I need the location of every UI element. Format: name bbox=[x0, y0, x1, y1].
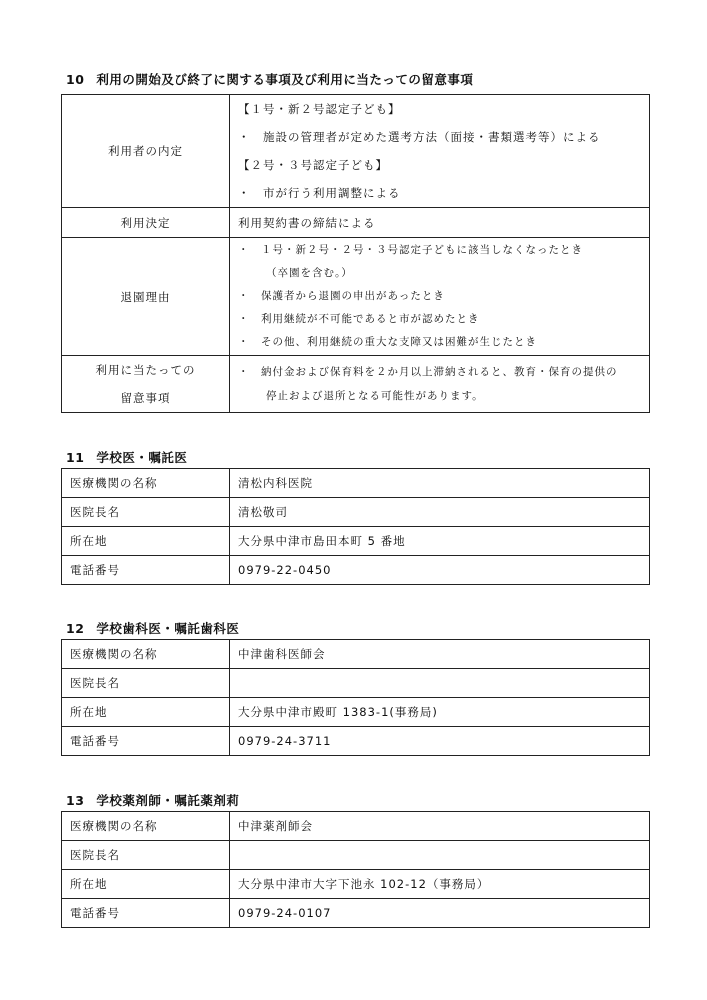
table-row bbox=[62, 841, 650, 870]
school-pharmacist-table bbox=[61, 811, 650, 928]
row-label: 電話番号 bbox=[62, 556, 230, 585]
row-value: 清松内科医院 bbox=[230, 469, 650, 498]
table-row bbox=[62, 498, 650, 527]
section-number: 13 bbox=[66, 793, 85, 808]
list-item: ・ 保護者から退園の申出があったとき bbox=[238, 290, 445, 302]
table-row bbox=[62, 95, 650, 208]
section-heading: 学校薬剤師・嘱託薬剤莉 bbox=[96, 793, 240, 808]
table-row bbox=[62, 669, 650, 698]
row-value bbox=[230, 841, 650, 870]
section-number: 11 bbox=[66, 450, 85, 465]
table-row bbox=[62, 208, 650, 238]
list-item: ・ 市が行う利用調整による bbox=[238, 186, 401, 200]
list-item: 【１号・新２号認定子ども】 bbox=[238, 102, 401, 116]
row-label: 電話番号 bbox=[62, 899, 230, 928]
usage-table bbox=[61, 94, 650, 413]
table-row bbox=[62, 356, 650, 413]
row-label: 医療機関の名称 bbox=[62, 640, 230, 669]
section-heading: 利用の開始及び終了に関する事項及び利用に当たっての留意事項 bbox=[96, 72, 474, 87]
row-label: 医院長名 bbox=[62, 498, 230, 527]
row-value: 0979-22-0450 bbox=[230, 556, 650, 585]
row-value: 清松敬司 bbox=[230, 498, 650, 527]
row-value: 大分県中津市島田本町 5 番地 bbox=[230, 527, 650, 556]
row-value bbox=[230, 95, 650, 208]
table-row bbox=[62, 698, 650, 727]
row-label: 所在地 bbox=[62, 870, 230, 899]
row-value bbox=[230, 356, 650, 413]
table-row bbox=[62, 812, 650, 841]
row-value bbox=[230, 669, 650, 698]
row-value: 中津薬剤師会 bbox=[230, 812, 650, 841]
section-number: 12 bbox=[66, 621, 85, 636]
row-label: 医療機関の名称 bbox=[62, 469, 230, 498]
row-label bbox=[62, 356, 230, 413]
row-value: 0979-24-0107 bbox=[230, 899, 650, 928]
table-row bbox=[62, 469, 650, 498]
row-label: 退園理由 bbox=[62, 238, 230, 356]
list-item: ・ 施設の管理者が定めた選考方法（面接・書類選考等）による bbox=[238, 130, 601, 144]
section-12-title bbox=[66, 619, 239, 637]
row-label: 利用者の内定 bbox=[62, 95, 230, 208]
table-row bbox=[62, 238, 650, 356]
school-doctor-table bbox=[61, 468, 650, 585]
section-11-title bbox=[66, 448, 187, 466]
section-10-title bbox=[66, 70, 473, 88]
section-number: 10 bbox=[66, 72, 85, 87]
table-row bbox=[62, 899, 650, 928]
row-label: 医療機関の名称 bbox=[62, 812, 230, 841]
row-value: 大分県中津市大字下池永 102-12（事務局） bbox=[230, 870, 650, 899]
list-item: 【２号・３号認定子ども】 bbox=[238, 158, 388, 172]
table-row bbox=[62, 870, 650, 899]
list-item: ・ 利用継続が不可能であると市が認めたとき bbox=[238, 313, 480, 325]
row-label: 医院長名 bbox=[62, 669, 230, 698]
row-value: 0979-24-3711 bbox=[230, 727, 650, 756]
section-13-title bbox=[66, 791, 239, 809]
table-row bbox=[62, 640, 650, 669]
row-label: 電話番号 bbox=[62, 727, 230, 756]
table-row bbox=[62, 556, 650, 585]
section-heading: 学校歯科医・嘱託歯科医 bbox=[96, 621, 240, 636]
row-value: 大分県中津市殿町 1383-1(事務局) bbox=[230, 698, 650, 727]
table-row bbox=[62, 727, 650, 756]
list-item: ・ １号・新２号・２号・３号認定子どもに該当しなくなったとき bbox=[238, 244, 583, 256]
table-row bbox=[62, 527, 650, 556]
school-dentist-table bbox=[61, 639, 650, 756]
row-value: 中津歯科医師会 bbox=[230, 640, 650, 669]
section-heading: 学校医・嘱託医 bbox=[96, 450, 188, 465]
row-label-line: 利用に当たっての bbox=[95, 363, 196, 377]
list-item: 停止および退所となる可能性があります。 bbox=[266, 390, 484, 402]
row-value: 利用契約書の締結による bbox=[230, 208, 650, 238]
row-label: 所在地 bbox=[62, 698, 230, 727]
row-value bbox=[230, 238, 650, 356]
row-label-line: 留意事項 bbox=[120, 391, 171, 405]
row-label: 所在地 bbox=[62, 527, 230, 556]
list-item: ・ 納付金および保育料を２か月以上滞納されると、教育・保育の提供の bbox=[238, 366, 618, 378]
list-item: （卒園を含む。） bbox=[266, 267, 353, 279]
list-item: ・ その他、利用継続の重大な支障又は困難が生じたとき bbox=[238, 336, 537, 348]
row-label: 医院長名 bbox=[62, 841, 230, 870]
row-label: 利用決定 bbox=[62, 208, 230, 238]
